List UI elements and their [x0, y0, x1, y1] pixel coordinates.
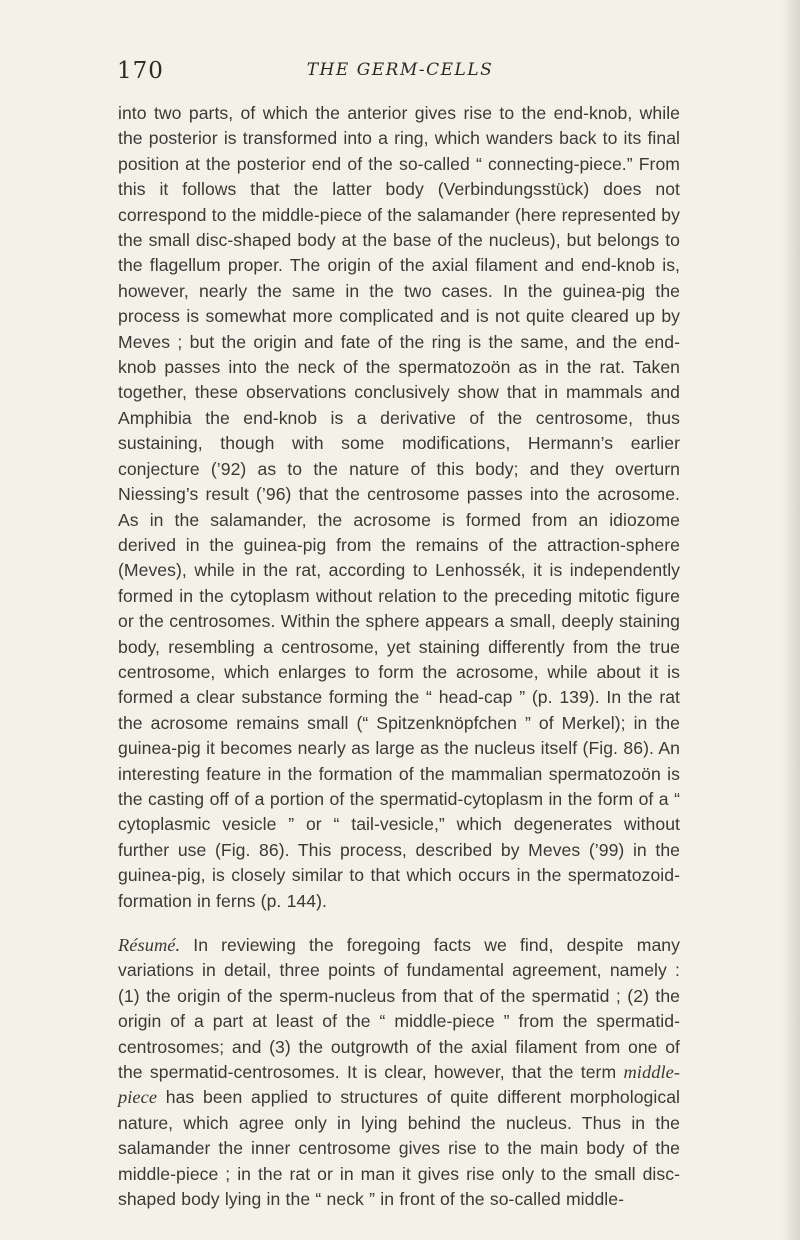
paragraph-text: into two parts, of which the anterior gives rise to the end-knob, while the posterior is transformed into a ring, which wanders back to its final position at the posterior end of the so-called “ connecting-piece.” From this it follows that the latter body (Verbindungsstück) does not correspond to the middle-piece of the salamander (here represented by the small disc-shaped body at the base of the nucleus), but belongs to the flagellum proper. The origin of the axial filament and end-knob is, however, nearly the same in the two cases. In the guinea-pig the process is somewhat more complicated and is not quite cleared up by Meves ; but the origin and fate of the ring is the same, and the end-knob passes into the neck of the spermatozoön as in the rat. Taken together, these observations conclusively show that in mammals and Amphibia the end-knob is a derivative of the centrosome, thus sustaining, though with some modifications, Hermann’s earlier conjecture (’92) as to the nature of this body; and they overturn Niessing’s result (’96) that the centrosome passes into the acrosome. As in the salamander, the acrosome is formed from an idiozome derived in the guinea-pig from the remains of the attraction-sphere (Meves), while in the rat, according to Lenhossék, it is independently formed in the cytoplasm without relation to the preceding mitotic figure or the centrosomes. Within the sphere appears a small, deeply staining body, resembling a centrosome, yet staining differently from the true centrosome, which enlarges to form the acrosome, while about it is formed a clear substance forming the “ head-cap ” (p. 139). In the rat the acrosome remains small (“ Spitzenknöpfchen ” of Merkel); in the guinea-pig it becomes nearly as large as the nucleus itself (Fig. 86). An interesting feature in the formation of the mammalian spermatozoön is the casting off of a portion of the spermatid-cytoplasm in the form of a “ cytoplasmic vesicle ” or “ tail-vesicle,” which degenerates without further use (Fig. 86). This process, described by Meves (’99) in the guinea-pig, is closely similar to that which occurs in the spermatozoid-formation in ferns (p. 144).	[118, 103, 680, 911]
running-head	[0, 58, 800, 88]
page-number: 170	[117, 58, 164, 84]
paragraph-text: In reviewing the foregoing facts we find, despite many variations in detail, three points of fundamental agreement, namely : (1) the origin of the sperm-nucleus from that of the spermatid ; (2) the origin of a part at least of the “ middle-piece ” from the spermatid-centrosomes; and (3) the outgrowth of the axial filament from one of the spermatid-centrosomes. It is clear, however, that the term	[118, 935, 680, 1083]
page-edge-shadow	[782, 0, 800, 1240]
italic-term: middle-piece	[118, 1062, 680, 1108]
paragraph-resume	[118, 933, 680, 1212]
body-text	[118, 101, 680, 1212]
paragraph-continuation	[118, 101, 680, 914]
paragraph-text-tail: has been applied to structures of quite different morphological nature, which agree only in lying behind the nucleus. Thus in the salamander the inner centrosome gives rise to the main body of the middle-piece ; in the rat or in man it gives rise only to the small disc-shaped body lying in the “ neck ” in front of the so-called middle-	[118, 1087, 680, 1210]
resume-heading: Résumé.	[118, 935, 181, 955]
running-title: THE GERM-CELLS	[306, 60, 494, 80]
